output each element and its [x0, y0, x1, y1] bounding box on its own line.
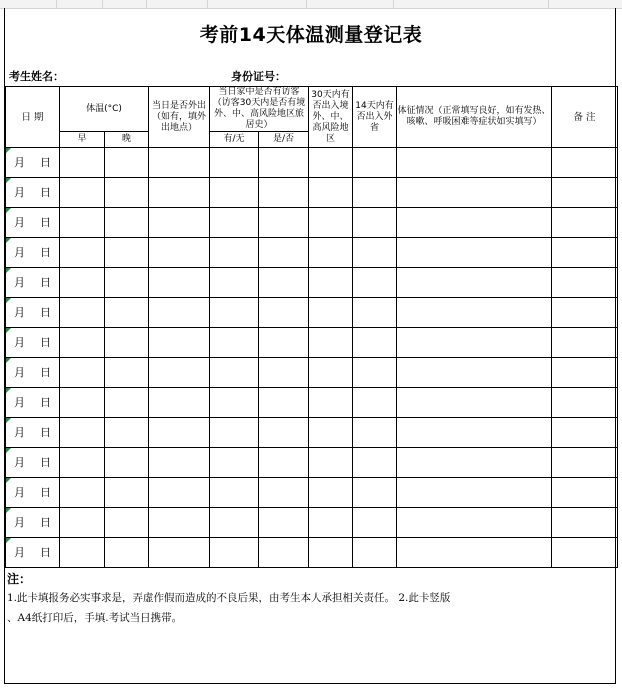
visitor-yes-no-cell[interactable] — [210, 178, 259, 208]
month-label: 月 — [14, 216, 25, 229]
province-14-cell[interactable] — [353, 208, 397, 238]
date-cell[interactable] — [6, 358, 60, 388]
visitor-yes-no-cell[interactable] — [210, 208, 259, 238]
day-label: 日 — [40, 456, 51, 469]
visitor-risk-cell[interactable] — [259, 178, 309, 208]
day-label: 日 — [40, 216, 51, 229]
remarks-cell[interactable] — [552, 388, 618, 418]
date-cell[interactable] — [6, 478, 60, 508]
went-out-cell[interactable] — [149, 148, 210, 178]
visitor-risk-cell[interactable] — [259, 538, 309, 568]
remarks-cell[interactable] — [552, 448, 618, 478]
cell-marker-icon — [6, 448, 11, 453]
cell-marker-icon — [6, 328, 11, 333]
header-remarks: 备 注 — [552, 87, 618, 148]
day-label: 日 — [40, 336, 51, 349]
visitor-yes-no-cell[interactable] — [210, 358, 259, 388]
visitor-risk-cell[interactable] — [259, 418, 309, 448]
symptoms-cell[interactable] — [397, 238, 552, 268]
morning-temp-cell[interactable] — [60, 448, 105, 478]
morning-temp-cell[interactable] — [60, 208, 105, 238]
cell-marker-icon — [6, 418, 11, 423]
evening-temp-cell[interactable] — [105, 388, 149, 418]
table-row — [6, 448, 618, 478]
morning-temp-cell[interactable] — [60, 508, 105, 538]
symptoms-cell[interactable] — [397, 508, 552, 538]
visitor-risk-cell[interactable] — [259, 388, 309, 418]
visitor-risk-cell[interactable] — [259, 478, 309, 508]
province-14-cell[interactable] — [353, 478, 397, 508]
date-cell[interactable] — [6, 538, 60, 568]
candidate-name-label: 考生姓名： — [9, 70, 64, 83]
cell-marker-icon — [6, 268, 11, 273]
abroad-30-cell[interactable] — [309, 328, 353, 358]
header-province-14-days: 14天内有否出入外省 — [353, 87, 397, 148]
cell-marker-icon — [6, 538, 11, 543]
evening-temp-cell[interactable] — [105, 418, 149, 448]
day-label: 日 — [40, 156, 51, 169]
day-label: 日 — [40, 546, 51, 559]
month-label: 月 — [14, 366, 25, 379]
went-out-cell[interactable] — [149, 208, 210, 238]
table-row — [6, 298, 618, 328]
month-label: 月 — [14, 456, 25, 469]
morning-temp-cell[interactable] — [60, 148, 105, 178]
visitor-risk-cell[interactable] — [259, 328, 309, 358]
went-out-cell[interactable] — [149, 478, 210, 508]
month-label: 月 — [14, 546, 25, 559]
evening-temp-cell[interactable] — [105, 328, 149, 358]
table-row — [6, 538, 618, 568]
abroad-30-cell[interactable] — [309, 388, 353, 418]
date-cell[interactable] — [6, 508, 60, 538]
symptoms-cell[interactable] — [397, 298, 552, 328]
went-out-cell[interactable] — [149, 388, 210, 418]
cell-marker-icon — [6, 478, 11, 483]
visitor-yes-no-cell[interactable] — [210, 268, 259, 298]
table-row — [6, 418, 618, 448]
evening-temp-cell[interactable] — [105, 448, 149, 478]
visitor-yes-no-cell[interactable] — [210, 388, 259, 418]
temperature-table — [5, 86, 618, 568]
table-row — [6, 208, 618, 238]
remarks-cell[interactable] — [552, 148, 618, 178]
symptoms-cell[interactable] — [397, 358, 552, 388]
month-label: 月 — [14, 186, 25, 199]
visitor-risk-cell[interactable] — [259, 148, 309, 178]
cell-marker-icon — [6, 388, 11, 393]
visitor-yes-no-cell[interactable] — [210, 328, 259, 358]
province-14-cell[interactable] — [353, 238, 397, 268]
visitor-risk-cell[interactable] — [259, 268, 309, 298]
evening-temp-cell[interactable] — [105, 238, 149, 268]
abroad-30-cell[interactable] — [309, 178, 353, 208]
month-label: 月 — [14, 516, 25, 529]
went-out-cell[interactable] — [149, 358, 210, 388]
abroad-30-cell[interactable] — [309, 478, 353, 508]
date-cell[interactable] — [6, 418, 60, 448]
morning-temp-cell[interactable] — [60, 268, 105, 298]
header-temperature: 体温(°C) — [60, 87, 149, 132]
header-evening: 晚 — [105, 132, 149, 148]
went-out-cell[interactable] — [149, 508, 210, 538]
month-label: 月 — [14, 396, 25, 409]
remarks-cell[interactable] — [552, 358, 618, 388]
evening-temp-cell[interactable] — [105, 478, 149, 508]
symptoms-cell[interactable] — [397, 388, 552, 418]
evening-temp-cell[interactable] — [105, 178, 149, 208]
symptoms-cell[interactable] — [397, 268, 552, 298]
evening-temp-cell[interactable] — [105, 508, 149, 538]
table-row — [6, 358, 618, 388]
province-14-cell[interactable] — [353, 418, 397, 448]
table-row — [6, 478, 618, 508]
day-label: 日 — [40, 396, 51, 409]
went-out-cell[interactable] — [149, 448, 210, 478]
morning-temp-cell[interactable] — [60, 538, 105, 568]
visitor-yes-no-cell[interactable] — [210, 448, 259, 478]
month-label: 月 — [14, 156, 25, 169]
morning-temp-cell[interactable] — [60, 238, 105, 268]
table-row — [6, 148, 618, 178]
month-label: 月 — [14, 246, 25, 259]
remarks-cell[interactable] — [552, 478, 618, 508]
visitor-yes-no-cell[interactable] — [210, 148, 259, 178]
abroad-30-cell[interactable] — [309, 358, 353, 388]
id-number-label: 身份证号： — [231, 70, 286, 83]
symptoms-cell[interactable] — [397, 538, 552, 568]
abroad-30-cell[interactable] — [309, 508, 353, 538]
notes-section — [7, 570, 613, 627]
abroad-30-cell[interactable] — [309, 448, 353, 478]
month-label: 月 — [14, 336, 25, 349]
evening-temp-cell[interactable] — [105, 298, 149, 328]
went-out-cell[interactable] — [149, 538, 210, 568]
date-cell[interactable] — [6, 298, 60, 328]
visitor-risk-cell[interactable] — [259, 448, 309, 478]
table-row — [6, 178, 618, 208]
visitor-risk-cell[interactable] — [259, 208, 309, 238]
morning-temp-cell[interactable] — [60, 298, 105, 328]
symptoms-cell[interactable] — [397, 328, 552, 358]
day-label: 日 — [40, 186, 51, 199]
date-cell[interactable] — [6, 238, 60, 268]
registration-sheet — [4, 8, 616, 684]
header-visitor: 当日家中是否有访客（访客30天内是否有境外、中、高风险地区旅居史） — [210, 87, 309, 132]
morning-temp-cell[interactable] — [60, 418, 105, 448]
day-label: 日 — [40, 426, 51, 439]
date-cell[interactable] — [6, 388, 60, 418]
symptoms-cell[interactable] — [397, 478, 552, 508]
form-title: 考前14天体温测量登记表 — [199, 24, 423, 46]
symptoms-cell[interactable] — [397, 208, 552, 238]
header-visitor-yes-no: 有/无 — [210, 132, 259, 148]
date-cell[interactable] — [6, 178, 60, 208]
remarks-cell[interactable] — [552, 418, 618, 448]
visitor-yes-no-cell[interactable] — [210, 538, 259, 568]
visitor-risk-cell[interactable] — [259, 298, 309, 328]
province-14-cell[interactable] — [353, 508, 397, 538]
province-14-cell[interactable] — [353, 148, 397, 178]
abroad-30-cell[interactable] — [309, 298, 353, 328]
notes-label: 注： — [7, 572, 32, 586]
evening-temp-cell[interactable] — [105, 538, 149, 568]
evening-temp-cell[interactable] — [105, 268, 149, 298]
visitor-yes-no-cell[interactable] — [210, 298, 259, 328]
day-label: 日 — [40, 366, 51, 379]
visitor-risk-cell[interactable] — [259, 508, 309, 538]
remarks-cell[interactable] — [552, 178, 618, 208]
abroad-30-cell[interactable] — [309, 268, 353, 298]
province-14-cell[interactable] — [353, 178, 397, 208]
table-row — [6, 268, 618, 298]
abroad-30-cell[interactable] — [309, 538, 353, 568]
header-morning: 早 — [60, 132, 105, 148]
morning-temp-cell[interactable] — [60, 388, 105, 418]
province-14-cell[interactable] — [353, 388, 397, 418]
month-label: 月 — [14, 426, 25, 439]
header-visitor-risk: 是/否 — [259, 132, 309, 148]
header-went-out: 当日是否外出（如有，填外出地点） — [149, 87, 210, 148]
day-label: 日 — [40, 306, 51, 319]
cell-marker-icon — [6, 208, 11, 213]
remarks-cell[interactable] — [552, 268, 618, 298]
province-14-cell[interactable] — [353, 538, 397, 568]
went-out-cell[interactable] — [149, 238, 210, 268]
went-out-cell[interactable] — [149, 418, 210, 448]
remarks-cell[interactable] — [552, 208, 618, 238]
day-label: 日 — [40, 486, 51, 499]
remarks-cell[interactable] — [552, 298, 618, 328]
province-14-cell[interactable] — [353, 328, 397, 358]
remarks-cell[interactable] — [552, 238, 618, 268]
visitor-risk-cell[interactable] — [259, 238, 309, 268]
visitor-risk-cell[interactable] — [259, 358, 309, 388]
notes-text-line-2: 、A4纸打印后，手填.考试当日携带。 — [7, 612, 183, 624]
morning-temp-cell[interactable] — [60, 478, 105, 508]
cell-marker-icon — [6, 358, 11, 363]
month-label: 月 — [14, 486, 25, 499]
symptoms-cell[interactable] — [397, 448, 552, 478]
date-cell[interactable] — [6, 148, 60, 178]
header-date: 日 期 — [6, 87, 60, 148]
remarks-cell[interactable] — [552, 328, 618, 358]
table-row — [6, 388, 618, 418]
cell-marker-icon — [6, 238, 11, 243]
cell-marker-icon — [6, 178, 11, 183]
month-label: 月 — [14, 306, 25, 319]
evening-temp-cell[interactable] — [105, 358, 149, 388]
table-row — [6, 328, 618, 358]
province-14-cell[interactable] — [353, 268, 397, 298]
remarks-cell[interactable] — [552, 508, 618, 538]
evening-temp-cell[interactable] — [105, 208, 149, 238]
symptoms-cell[interactable] — [397, 178, 552, 208]
cell-marker-icon — [6, 148, 11, 153]
went-out-cell[interactable] — [149, 298, 210, 328]
morning-temp-cell[interactable] — [60, 358, 105, 388]
evening-temp-cell[interactable] — [105, 148, 149, 178]
date-cell[interactable] — [6, 268, 60, 298]
table-row — [6, 238, 618, 268]
date-cell[interactable] — [6, 328, 60, 358]
went-out-cell[interactable] — [149, 268, 210, 298]
visitor-yes-no-cell[interactable] — [210, 508, 259, 538]
header-symptoms: 体征情况（正常填写良好，如有发热、咳嗽、呼吸困难等症状如实填写） — [397, 87, 552, 148]
visitor-yes-no-cell[interactable] — [210, 418, 259, 448]
went-out-cell[interactable] — [149, 328, 210, 358]
morning-temp-cell[interactable] — [60, 328, 105, 358]
header-abroad-30-days: 30天内有否出入境外、中、高风险地区 — [309, 87, 353, 148]
remarks-cell[interactable] — [552, 538, 618, 568]
cell-marker-icon — [6, 508, 11, 513]
day-label: 日 — [40, 276, 51, 289]
date-cell[interactable] — [6, 208, 60, 238]
date-cell[interactable] — [6, 448, 60, 478]
morning-temp-cell[interactable] — [60, 178, 105, 208]
province-14-cell[interactable] — [353, 298, 397, 328]
province-14-cell[interactable] — [353, 448, 397, 478]
visitor-yes-no-cell[interactable] — [210, 478, 259, 508]
symptoms-cell[interactable] — [397, 148, 552, 178]
day-label: 日 — [40, 246, 51, 259]
abroad-30-cell[interactable] — [309, 208, 353, 238]
abroad-30-cell[interactable] — [309, 238, 353, 268]
visitor-yes-no-cell[interactable] — [210, 238, 259, 268]
abroad-30-cell[interactable] — [309, 148, 353, 178]
symptoms-cell[interactable] — [397, 418, 552, 448]
table-row — [6, 508, 618, 538]
notes-text-line-1: 1.此卡填报务必实事求是，弄虚作假而造成的不良后果，由考生本人承担相关责任。 2.此卡竖版 — [7, 592, 451, 604]
cell-marker-icon — [6, 298, 11, 303]
month-label: 月 — [14, 276, 25, 289]
abroad-30-cell[interactable] — [309, 418, 353, 448]
went-out-cell[interactable] — [149, 178, 210, 208]
day-label: 日 — [40, 516, 51, 529]
province-14-cell[interactable] — [353, 358, 397, 388]
